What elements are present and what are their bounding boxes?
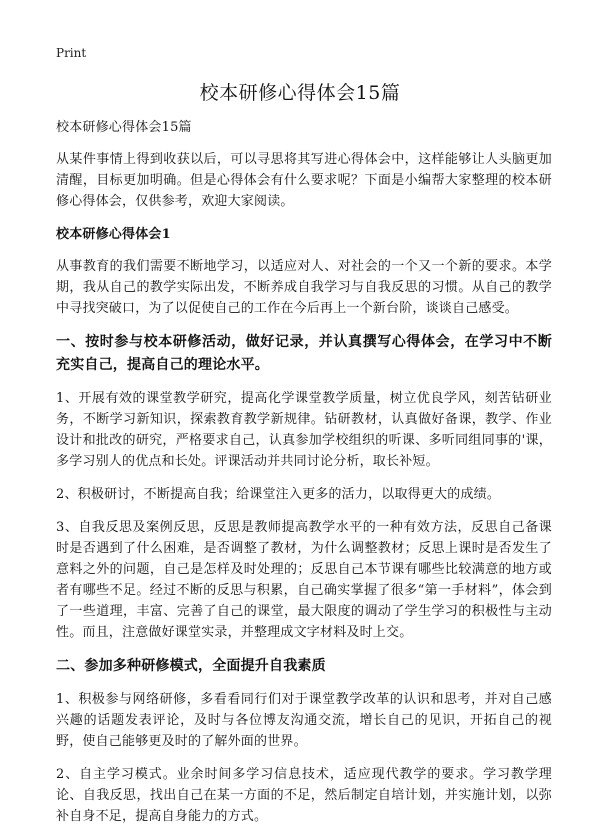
section-2-item: 2、自主学习模式。业余时间多学习信息技术，适应现代教学的要求。学习教学理论、自我反思，找出自己在某一方面的不足，然后制定自培计划，并实施计划，以弥补自身不足，提高自身能力的方式。 <box>56 767 552 824</box>
subtitle: 校本研修心得体会15篇 <box>56 120 192 135</box>
page-title: 校本研修心得体会15篇 <box>199 82 401 104</box>
section-2-item: 1、积极参与网络研修，多看看同行们对于课堂教学改革的认识和思考，并对自己感兴趣的话题发表评论，及时与各位博友沟通交流，增长自己的见识，开拓自己的视野，使自己能够更及时的了解外面的世界。 <box>56 692 552 749</box>
print-link[interactable]: Print <box>56 46 87 60</box>
section-1-heading: 一、按时参与校本研修活动，做好记录，并认真撰写心得体会，在学习中不断充实自己，提高自己的理论水平。 <box>56 334 552 373</box>
article-heading: 校本研修心得体会1 <box>56 227 171 242</box>
opening-paragraph: 从事教育的我们需要不断地学习，以适应对人、对社会的一个又一个新的要求。本学期，我从自己的教学实际出发，不断养成自我学习与自我反思的习惯。从自己的教学中寻找突破口，为了以促使自己的工作在今后再上一个新台阶，谈谈自己感受。 <box>56 259 552 316</box>
section-1-item: 3、自我反思及案例反思，反思是教师提高教学水平的一种有效方法，反思自己备课时是否遇到了什么困难，是否调整了教材，为什么调整教材；反思上课时是否发生了意料之外的问题，自己是怎样及时处理的；反思自己本节课有哪些比较满意的地方或者有哪些不足。经过不断的反思与积累，自己确实掌握了很多“第一手材料”，体会到了一些道理，丰富、完善了自己的课堂，最大限度的调动了学生学习的积极性与主动性。而且，注意做好课堂实录，并整理成文字材料及时上交。 <box>56 520 552 640</box>
section-1-item: 2、积极研讨，不断提高自我；给课堂注入更多的活力，以取得更大的成绩。 <box>56 487 501 502</box>
section-2-heading: 二、参加多种研修模式，全面提升自我素质 <box>56 658 326 674</box>
intro-paragraph: 从某件事情上得到收获以后，可以寻思将其写进心得体会中，这样能够让人头脑更加清醒，目标更加明确。但是心得体会有什么要求呢？下面是小编帮大家整理的校本研修心得体会，仅供参考，欢迎大家阅读。 <box>56 152 552 209</box>
section-1-item: 1、开展有效的课堂教学研究，提高化学课堂教学质量，树立优良学风，刻苦钻研业务，不断学习新知识，探索教育教学新规律。钻研教材，认真做好备课，教学、作业设计和批改的研究，严格要求自己，认真参加学校组织的听课、多听同组同事的'课，多学习别人的优点和长处。评课活动并共同讨论分析，取长补短。 <box>56 391 552 469</box>
document-body <box>56 117 552 839</box>
